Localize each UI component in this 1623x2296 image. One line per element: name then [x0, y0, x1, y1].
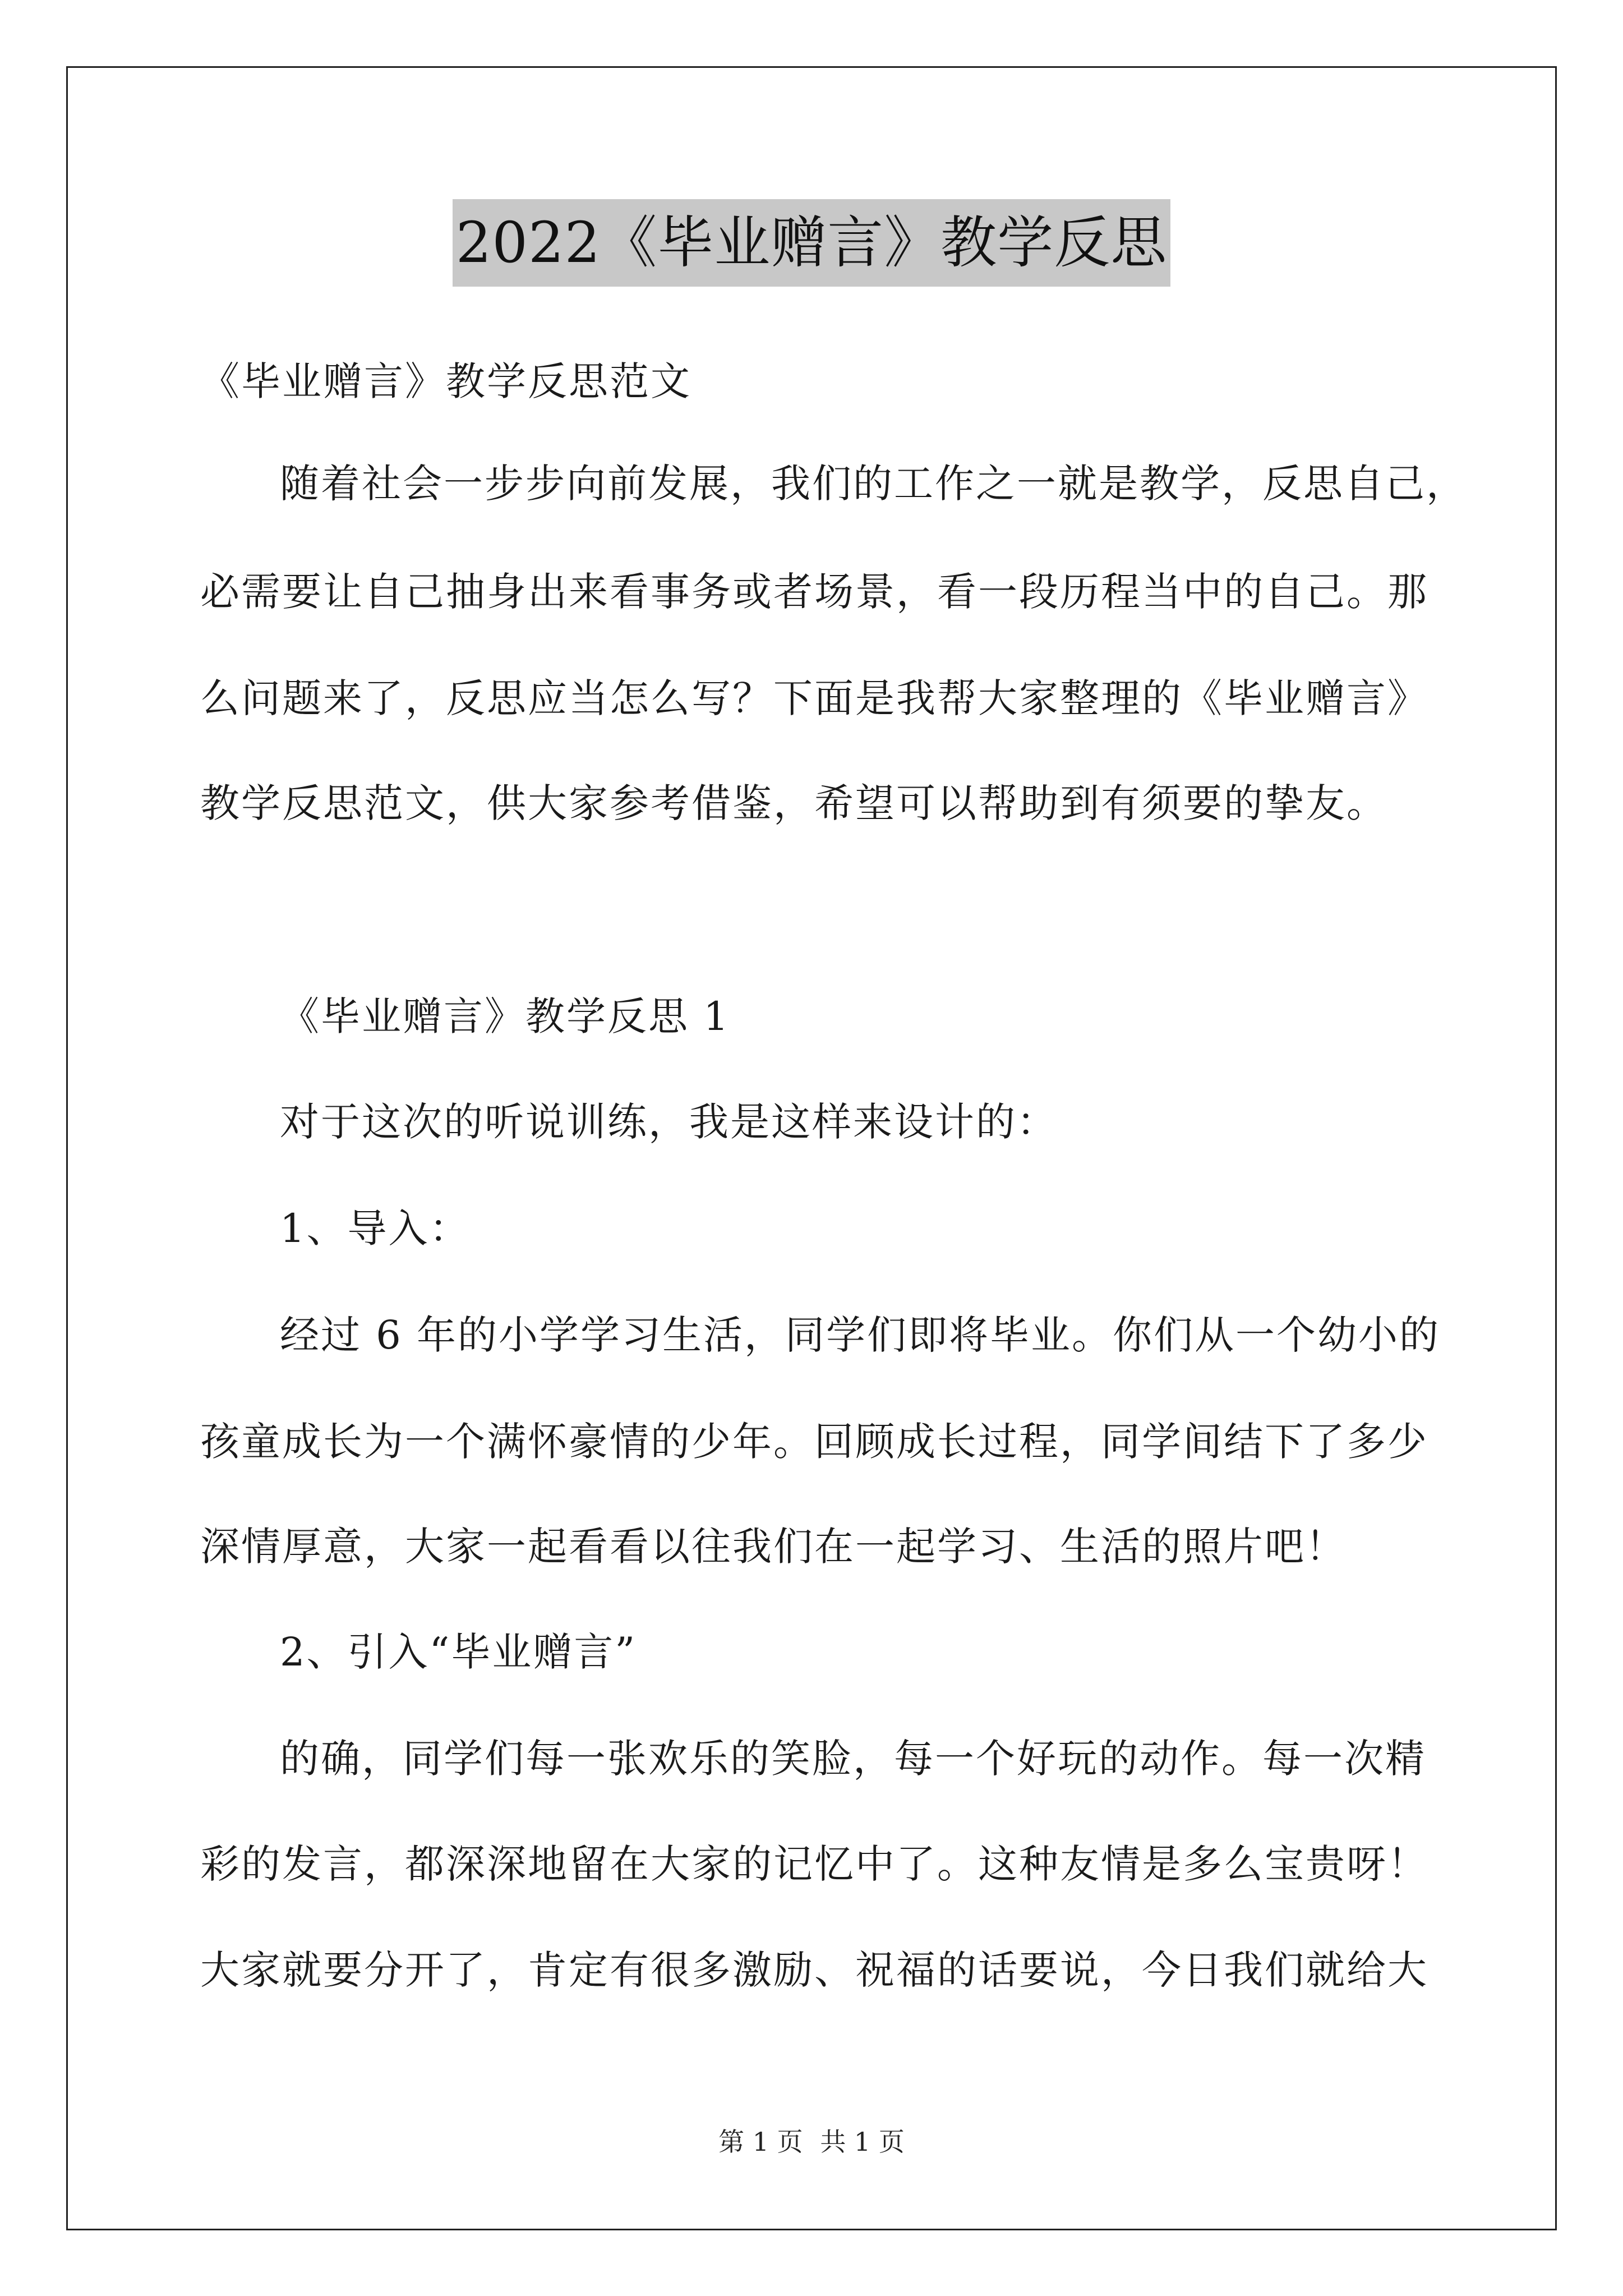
step1-line-1: 经过 6 年的小学学习生活，同学们即将毕业。你们从一个幼小的 [280, 1312, 1441, 1358]
step2-line-3: 大家就要分开了，肯定有很多激励、祝福的话要说，今日我们就给大 [200, 1947, 1428, 1993]
para-design: 对于这次的听说训练，我是这样来设计的： [280, 1099, 1058, 1145]
step2-line-2: 彩的发言，都深深地留在大家的记忆中了。这种友情是多么宝贵呀！ [200, 1841, 1428, 1887]
section-heading: 《毕业赠言》教学反思 1 [280, 993, 730, 1039]
intro-line-4: 教学反思范文，供大家参考借鉴，希望可以帮助到有须要的挚友。 [200, 780, 1387, 826]
page-number: 第 1 页 [718, 2127, 803, 2157]
step2-heading: 2、引入“毕业赠言” [280, 1629, 637, 1675]
page-total: 共 1 页 [820, 2127, 905, 2157]
title-container [0, 199, 1623, 287]
document-title: 2022《毕业赠言》教学反思 [453, 199, 1171, 287]
step1-heading: 1、导入： [280, 1205, 471, 1251]
step1-line-3: 深情厚意，大家一起看看以往我们在一起学习、生活的照片吧！ [200, 1524, 1347, 1570]
intro-line-2: 必需要让自己抽身出来看事务或者场景，看一段历程当中的自己。那 [200, 569, 1428, 615]
step2-line-1: 的确，同学们每一张欢乐的笑脸，每一个好玩的动作。每一次精 [280, 1736, 1426, 1782]
step1-line-2: 孩童成长为一个满怀豪情的少年。回顾成长过程，同学间结下了多少 [200, 1419, 1428, 1465]
page-footer [0, 2125, 1623, 2159]
intro-line-1: 随着社会一步步向前发展，我们的工作之一就是教学，反思自己， [280, 461, 1467, 507]
document-subtitle: 《毕业赠言》教学反思范文 [200, 358, 691, 404]
intro-line-3: 么问题来了，反思应当怎么写？下面是我帮大家整理的《毕业赠言》 [200, 675, 1428, 721]
